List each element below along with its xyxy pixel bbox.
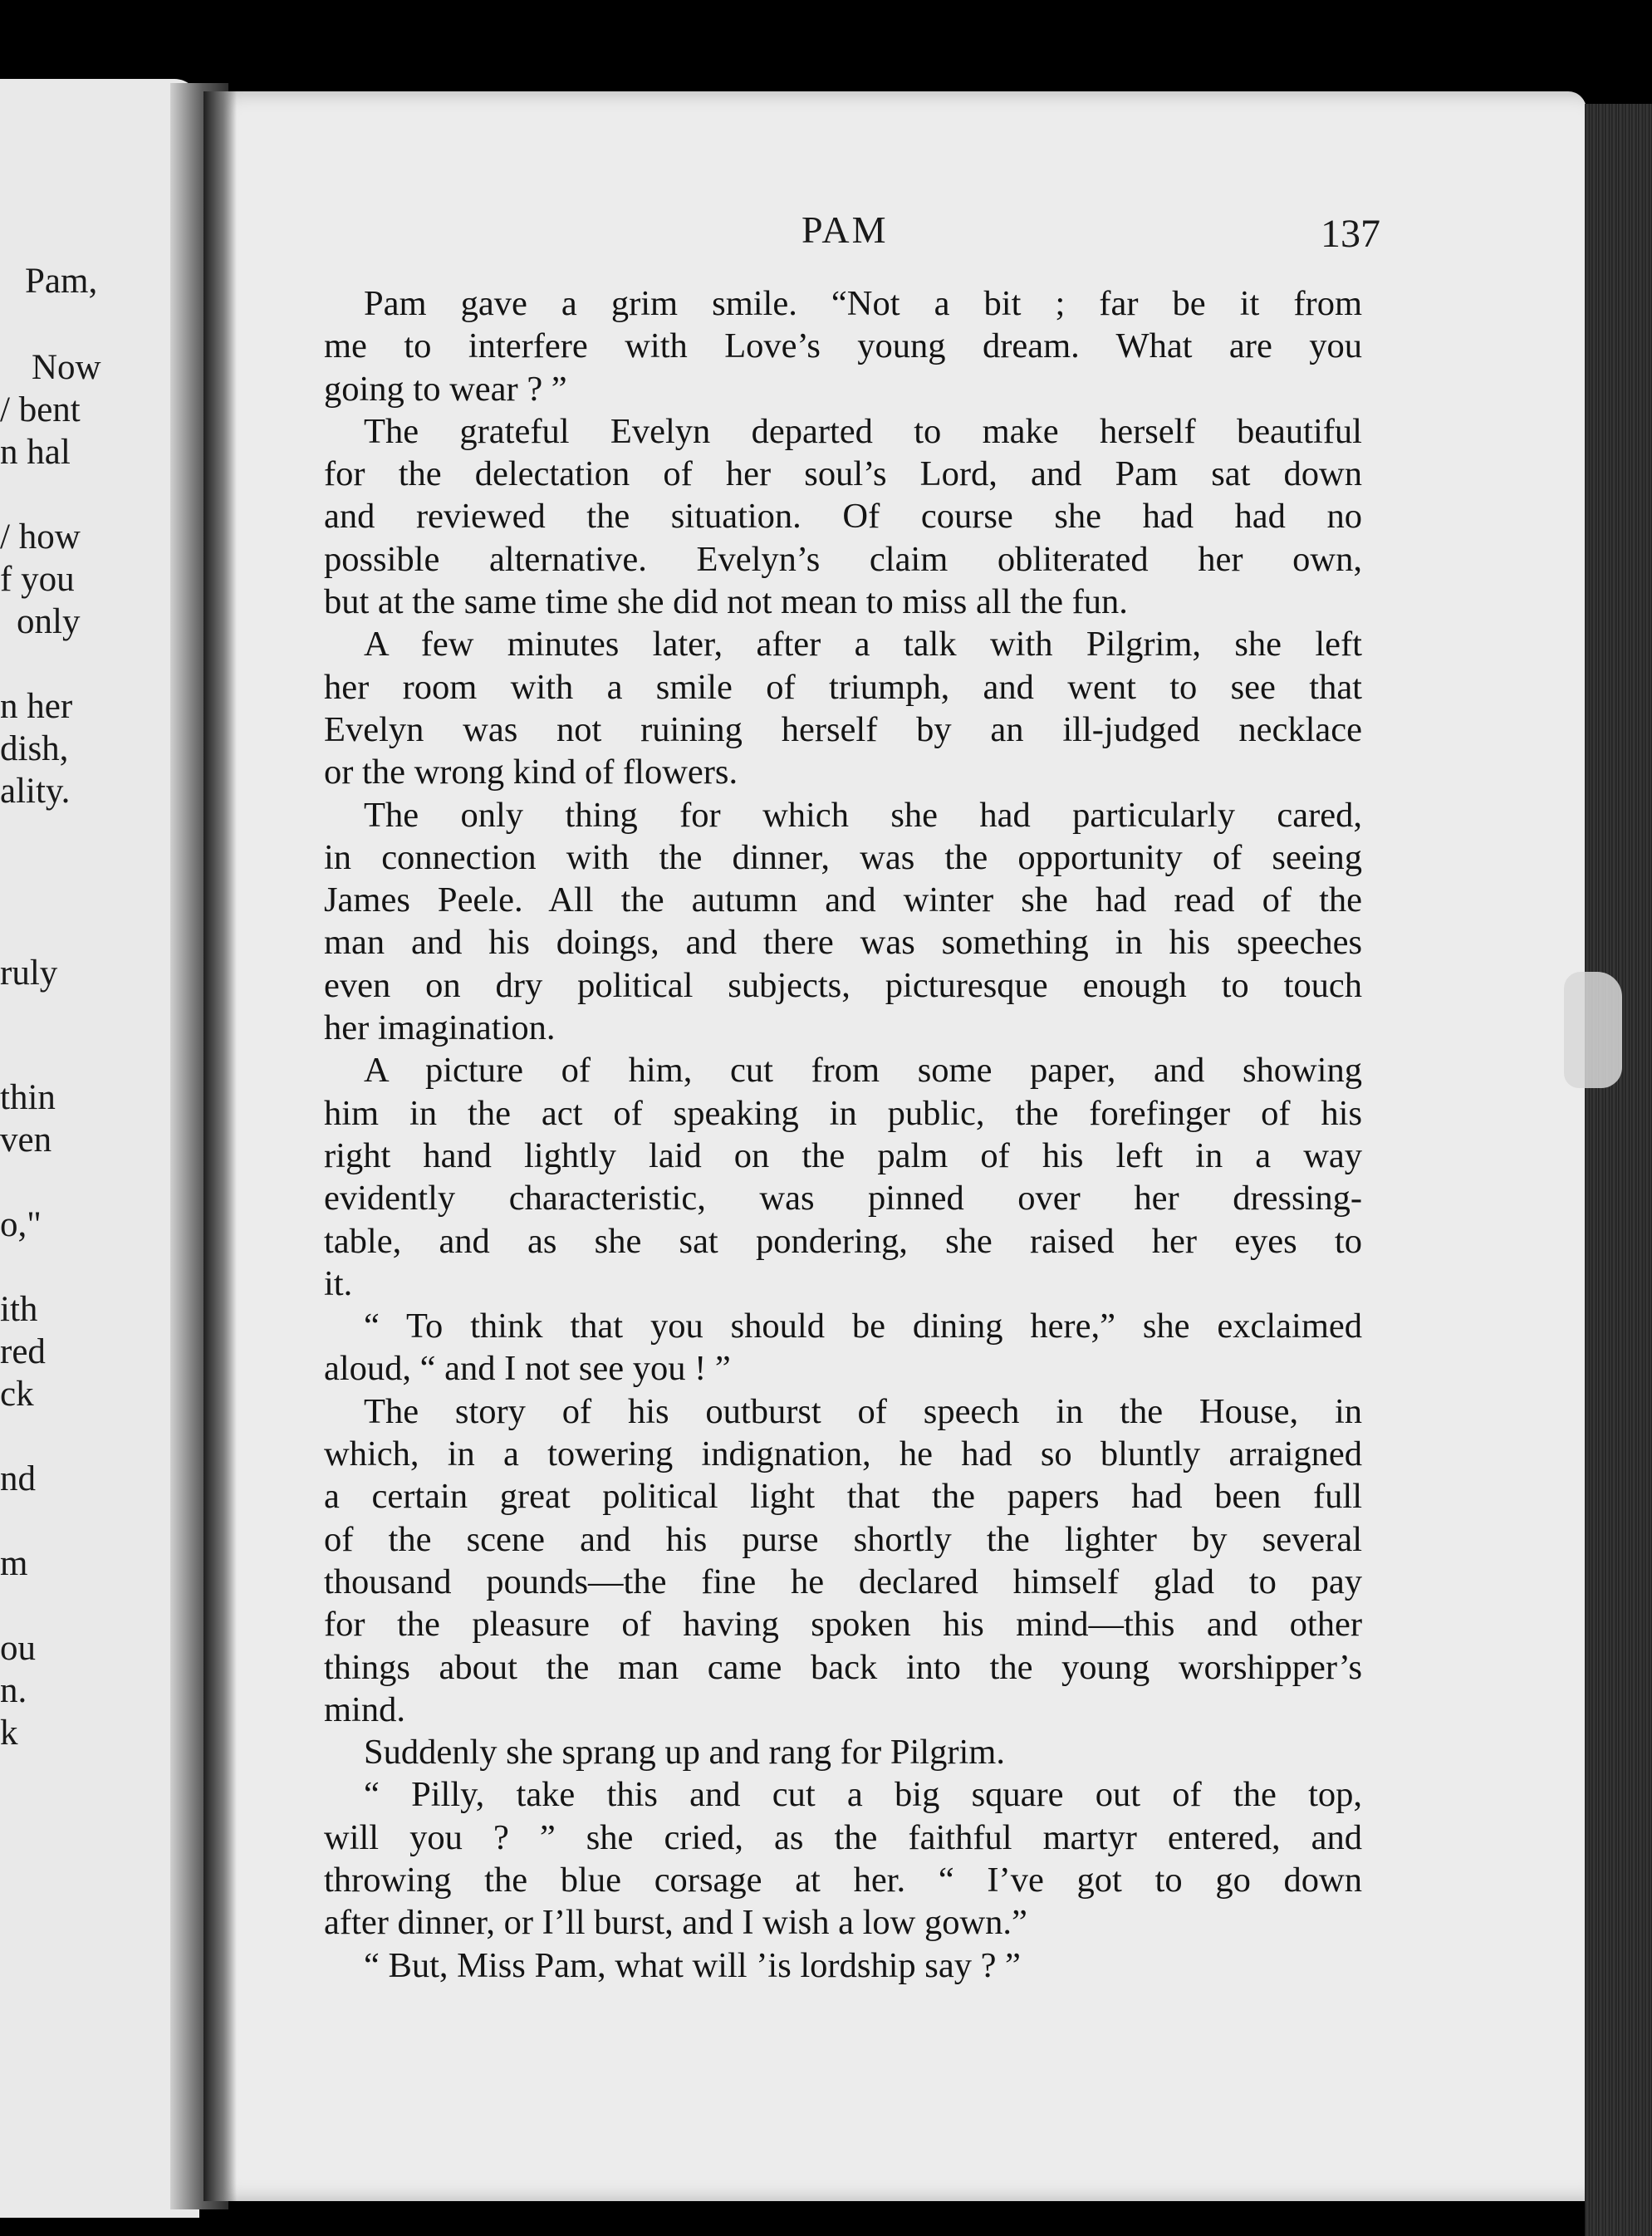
left-fragment: ality.: [0, 772, 71, 811]
text-line: The only thing for which she had particularly cared,: [364, 795, 1362, 835]
left-fragment: ck: [0, 1375, 34, 1414]
text-line: table, and as she sat pondering, she raised her eyes to: [324, 1221, 1362, 1261]
left-fragment: Pam,: [25, 262, 98, 301]
text-line: mind.: [324, 1689, 405, 1729]
page-number: 137: [1321, 212, 1380, 256]
text-line: things about the man came back into the young worshipper’s: [324, 1647, 1362, 1687]
text-line: man and his doings, and there was something in his speeches: [324, 923, 1362, 963]
left-fragment: f you: [0, 560, 75, 599]
text-line: it.: [324, 1263, 353, 1303]
left-fragment: ou: [0, 1629, 36, 1668]
left-fragment: dish,: [0, 729, 69, 768]
text-line: but at the same time she did not mean to miss all the fun.: [324, 582, 1128, 622]
text-line: him in the act of speaking in public, the forefinger of his: [324, 1093, 1362, 1133]
text-line: “ Pilly, take this and cut a big square out of the top,: [364, 1775, 1362, 1815]
text-line: a certain great political light that the papers had been full: [324, 1477, 1362, 1517]
text-line: “ To think that you should be dining here,” she exclaimed: [364, 1307, 1362, 1346]
text-line: A few minutes later, after a talk with Pilgrim, she left: [364, 625, 1362, 664]
left-fragment: nd: [0, 1459, 36, 1498]
text-line: “ But, Miss Pam, what will ’is lordship say ? ”: [364, 1945, 1021, 1985]
text-line: her imagination.: [324, 1008, 556, 1048]
page-spine-shadow: [203, 91, 237, 2201]
text-line: her room with a smile of triumph, and went to see that: [324, 667, 1362, 707]
left-fragment: Now: [32, 348, 101, 387]
left-fragment: n.: [0, 1671, 27, 1710]
text-line: throwing the blue corsage at her. “ I’ve got to go down: [324, 1860, 1362, 1900]
text-line: right hand lightly laid on the palm of his left in a way: [324, 1135, 1362, 1175]
text-line: even on dry political subjects, picturesque enough to touch: [324, 965, 1362, 1005]
text-line: thousand pounds—the fine he declared himself glad to pay: [324, 1562, 1362, 1601]
text-line: in connection with the dinner, was the opportunity of seeing: [324, 837, 1362, 877]
text-line: The story of his outburst of speech in the House, in: [364, 1391, 1362, 1431]
text-line: evidently characteristic, was pinned over her dressing-: [324, 1179, 1362, 1219]
left-fragment: k: [0, 1714, 18, 1753]
left-fragment: / how: [0, 517, 81, 557]
text-line: will you ? ” she cried, as the faithful martyr entered, and: [324, 1817, 1362, 1857]
left-page: [0, 79, 199, 2218]
text-line: which, in a towering indignation, he had so bluntly arraigned: [324, 1434, 1362, 1474]
text-line: or the wrong kind of flowers.: [324, 753, 738, 792]
left-fragment: n hal: [0, 433, 71, 472]
text-line: of the scene and his purse shortly the lighter by several: [324, 1519, 1362, 1559]
text-line: James Peele. All the autumn and winter she had read of the: [324, 880, 1362, 920]
text-line: for the pleasure of having spoken his mind—this and other: [324, 1605, 1362, 1645]
left-fragment: ruly: [0, 954, 58, 993]
left-fragment: / bent: [0, 390, 81, 429]
text-line: going to wear ? ”: [324, 369, 567, 409]
text-line: Evelyn was not ruining herself by an ill-judged necklace: [324, 709, 1362, 749]
page-tab-mark: [1564, 972, 1622, 1088]
text-line: and reviewed the situation. Of course she had had no: [324, 497, 1362, 537]
text-line: A picture of him, cut from some paper, and showing: [364, 1051, 1362, 1091]
left-fragment: ven: [0, 1120, 52, 1160]
left-fragment: ith: [0, 1290, 38, 1329]
text-line: Suddenly she sprang up and rang for Pilgrim.: [364, 1733, 1005, 1773]
text-line: The grateful Evelyn departed to make herself beautiful: [364, 411, 1362, 451]
left-fragment: only: [17, 602, 81, 641]
text-line: Pam gave a grim smile. “Not a bit ; far be it from: [364, 284, 1362, 323]
text-line: for the delectation of her soul’s Lord, and Pam sat down: [324, 454, 1362, 494]
text-line: aloud, “ and I not see you ! ”: [324, 1349, 731, 1389]
left-fragment: n her: [0, 687, 73, 726]
running-title: PAM: [801, 208, 889, 251]
text-line: after dinner, or I’ll burst, and I wish a low gown.”: [324, 1903, 1027, 1943]
left-fragment: thin: [0, 1078, 56, 1117]
left-fragment: o,": [0, 1205, 42, 1244]
left-fragment: red: [0, 1332, 46, 1371]
page-block-edge: [1585, 104, 1652, 2236]
text-line: possible alternative. Evelyn’s claim obliterated her own,: [324, 539, 1362, 579]
running-head: [0, 208, 1652, 257]
text-line: me to interfere with Love’s young dream. What are you: [324, 326, 1362, 366]
body-text: [324, 282, 1362, 1987]
left-fragment: m: [0, 1544, 28, 1583]
left-page-text-fragments: [0, 79, 166, 2218]
